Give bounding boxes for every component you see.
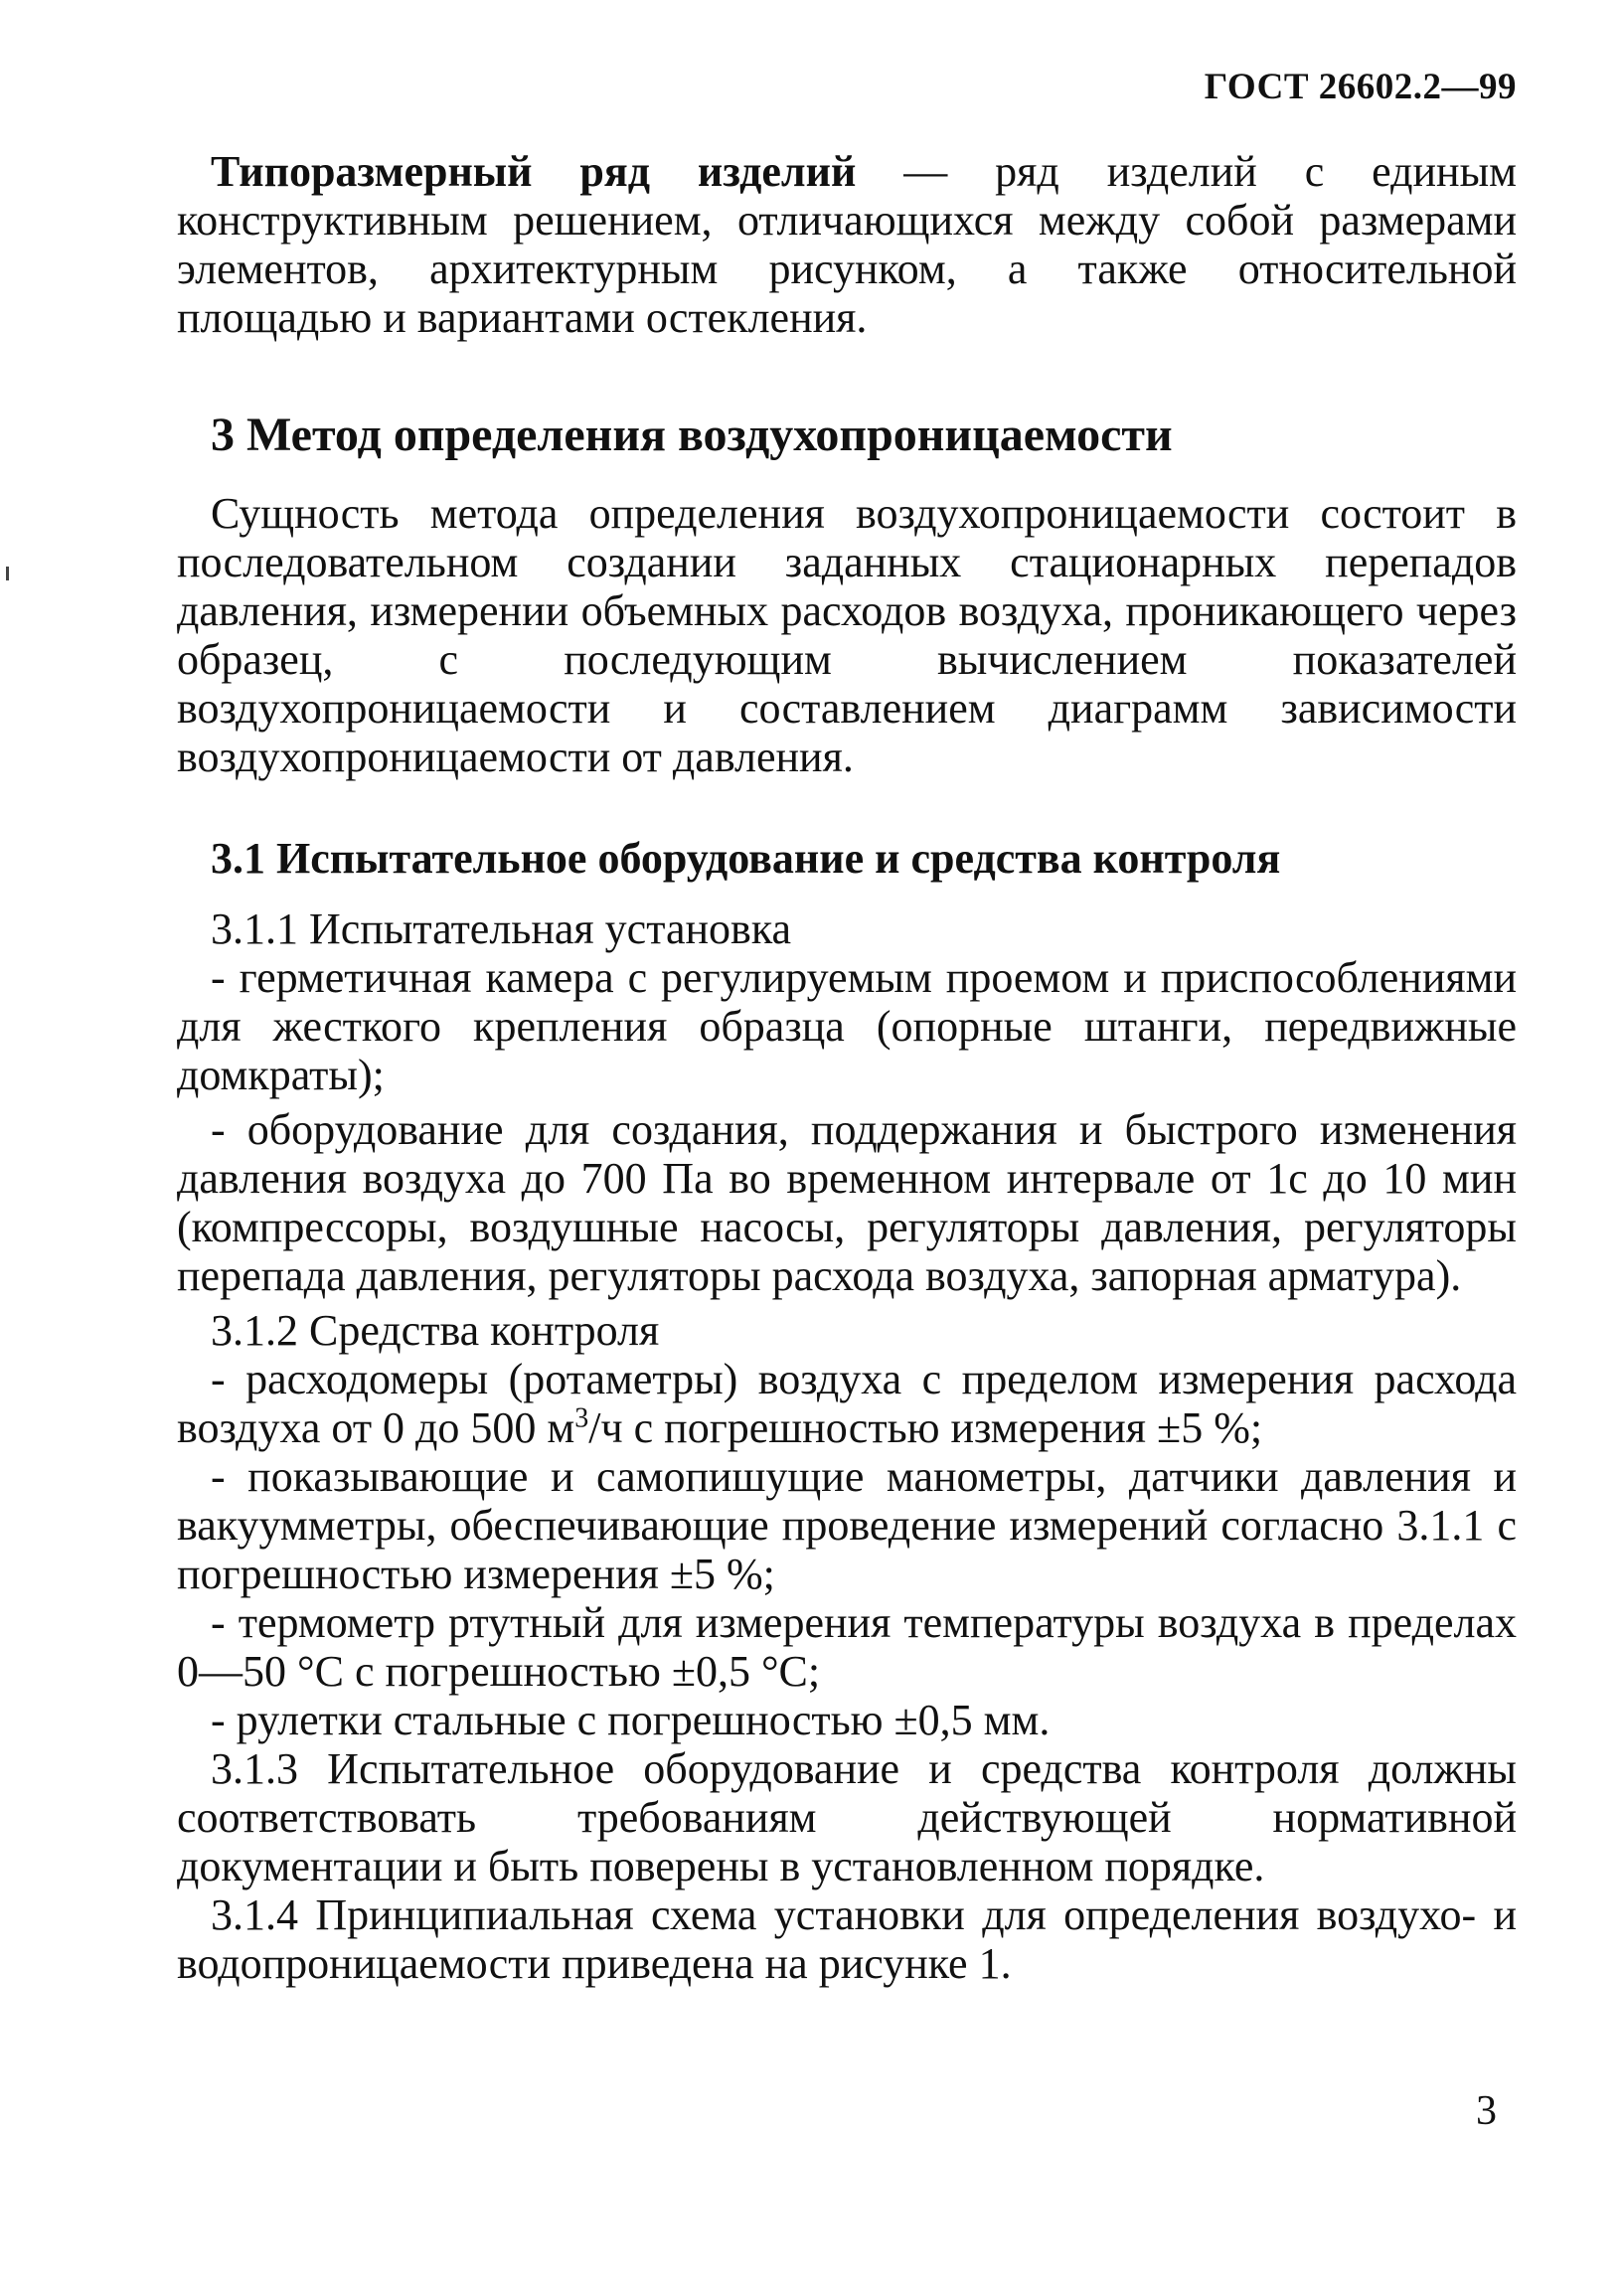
item-1-text-a: - расходомеры (ротаметры) воздуха с пределом измерения расхода воздуха от 0 до 500 м xyxy=(177,1355,1517,1452)
scan-edge-mark xyxy=(6,567,9,580)
clause-3-1-1-item-1: - герметичная камера с регулируемым проемом и приспособлениями для жесткого крепления образца (опорные штанги, передвижные домкраты); xyxy=(177,953,1517,1099)
clause-3-1-4: 3.1.4 Принципиальная схема установки для определения воздухо- и водопроницаемости приведена на рисунке 1. xyxy=(177,1890,1517,1988)
clause-3-1-2-title: 3.1.2 Средства контроля xyxy=(211,1306,660,1355)
running-header: ГОСТ 26602.2—99 xyxy=(1204,67,1517,107)
section-3-1-heading: 3.1 Испытательное оборудование и средства контроля xyxy=(211,834,1281,883)
definition-term: Типоразмерный ряд изделий xyxy=(211,147,857,196)
item-1-text-b: /ч с погрешностью измерения ±5 %; xyxy=(588,1403,1263,1452)
cubic-superscript: 3 xyxy=(574,1402,589,1434)
section-3-heading: 3 Метод определения воздухопроницаемости xyxy=(211,409,1173,461)
clause-3-1-1-title: 3.1.1 Испытательная установка xyxy=(211,904,792,953)
clause-3-1-2-item-4: - рулетки стальные с погрешностью ±0,5 мм. xyxy=(211,1696,1051,1744)
clause-3-1-2-item-3: - термометр ртутный для измерения температуры воздуха в пределах 0—50 °С с погрешностью ±0,5 °С; xyxy=(177,1598,1517,1696)
page-content xyxy=(177,147,1517,1988)
clause-3-1-3: 3.1.3 Испытательное оборудование и средства контроля должны соответствовать требованиям действующей нормативной документации и быть поверены в установленном порядке. xyxy=(177,1744,1517,1890)
clause-3-1-2-item-1 xyxy=(177,1355,1517,1452)
clause-3-1-2-item-2: - показывающие и самопишущие манометры, датчики давления и вакуумметры, обеспечивающие проведение измерений согласно 3.1.1 с погрешностью измерения ±5 %; xyxy=(177,1452,1517,1598)
clause-3-1-1-item-2: - оборудование для создания, поддержания и быстрого изменения давления воздуха до 700 Па во временном интервале от 1с до 10 мин (компрессоры, воздушные насосы, регуляторы давления, регуляторы перепада давления, регуляторы расхода воздуха, запорная арматура). xyxy=(177,1105,1517,1300)
section-3-intro: Сущность метода определения воздухопроницаемости состоит в последовательном создании заданных стационарных перепадов давления, измерении объемных расходов воздуха, проникающего через образец, с последующим вычислением показателей воздухопроницаемости и составлением диаграмм зависимости воздухопроницаемости от давления. xyxy=(177,489,1517,781)
definition-text: — ряд изделий с единым конструктивным решением, отличающихся между собой размерами элементов, архитектурным рисунком, а также относительной площадью и вариантами остекления. xyxy=(177,147,1518,342)
page-number: 3 xyxy=(1476,2088,1497,2134)
definition-paragraph xyxy=(177,147,1517,342)
